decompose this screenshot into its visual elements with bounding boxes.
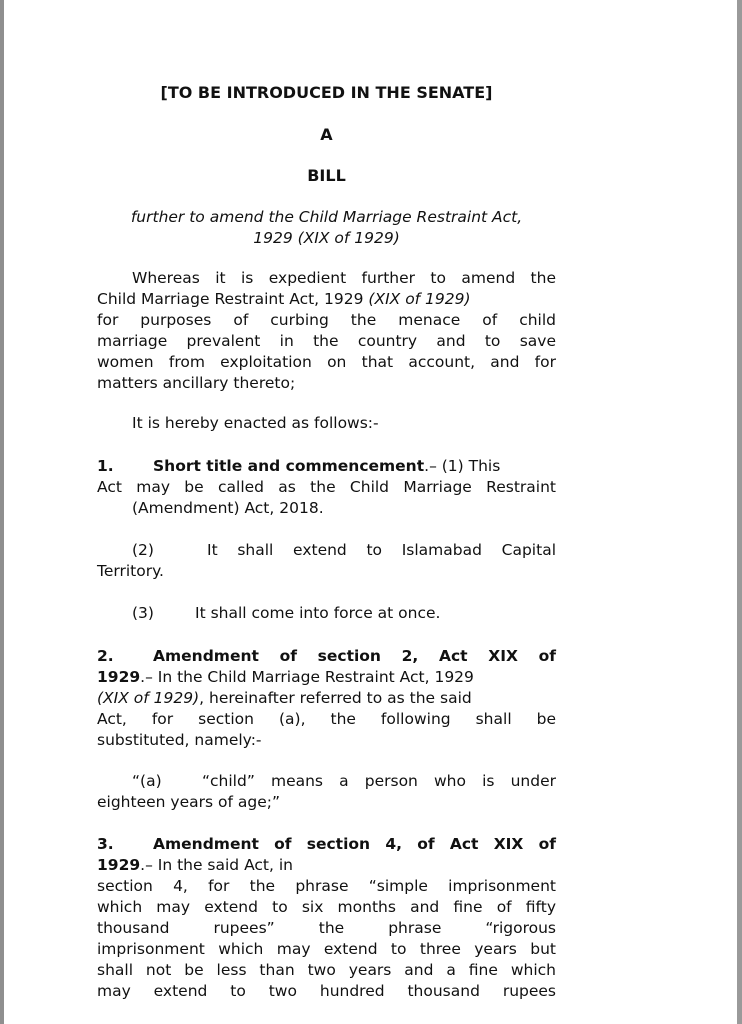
section-3-line-2 [97, 855, 556, 876]
section-1-line-2: Act may be called as the Child Marriage Restraint [97, 478, 556, 496]
preamble-line-4: marriage prevalent in the country and to save [97, 332, 556, 350]
page-right-edge [737, 0, 742, 1024]
section-2-line-5: substituted, namely:- [97, 731, 262, 749]
section-2-line-4: Act, for section (a), the following shall be [97, 710, 556, 728]
senate-heading: [TO BE INTRODUCED IN THE SENATE] [160, 83, 493, 102]
section-3-line-8: may extend to two hundred thousand rupees [97, 982, 556, 1000]
preamble-act-number: (XIX of 1929) [368, 290, 471, 308]
section-3-line-5: thousand rupees” the phrase “rigorous [97, 919, 556, 937]
page-left-edge [0, 0, 4, 1024]
sub-2-number: (2) [132, 541, 154, 559]
preamble-line-3: for purposes of curbing the menace of child [97, 311, 556, 329]
preamble-line-2 [97, 289, 556, 310]
section-2-number: 2. [97, 647, 114, 665]
section-2-definition-line-2: eighteen years of age;” [97, 793, 280, 811]
section-3-heading-year: 1929 [97, 856, 141, 874]
sub-3-text: It shall come into force at once. [195, 604, 441, 622]
section-2-line-3 [97, 688, 556, 709]
section-2-heading: Amendment of section 2, Act XIX of [153, 647, 556, 665]
section-1-number: 1. [97, 457, 114, 475]
section-1-line-1-tail: .– (1) This [424, 457, 501, 475]
preamble-line-1: Whereas it is expedient further to amend the [132, 269, 556, 287]
preamble-line-6: matters ancillary thereto; [97, 374, 296, 392]
section-2-line-3-tail: , hereinafter referred to as the said [199, 689, 472, 707]
section-2-line-2-tail: .– In the Child Marriage Restraint Act, 1929 [140, 668, 474, 686]
preamble-line-5: women from exploitation on that account, and for [97, 353, 556, 371]
section-2-line-1 [97, 646, 556, 667]
section-3-line-3: section 4, for the phrase “simple imprisonment [97, 877, 556, 895]
section-1-line-3: (Amendment) Act, 2018. [132, 499, 324, 517]
section-3-line-4: which may extend to six months and fine of fifty [97, 898, 556, 916]
section-2-line-2 [97, 667, 556, 688]
sub-3-number: (3) [132, 604, 154, 622]
preamble-line-2-text: Child Marriage Restraint Act, 1929 [97, 290, 369, 308]
subtitle-line-2: 1929 (XIX of 1929) [253, 229, 400, 247]
sub-2-text: It shall extend to Islamabad Capital [207, 541, 556, 559]
section-1-sub-3 [97, 603, 556, 624]
article-a: A [320, 125, 333, 144]
section-3-line-2-tail: .– In the said Act, in [140, 856, 293, 874]
definition-number: “(a) [132, 772, 162, 790]
section-2-definition [97, 771, 556, 792]
section-3-line-7: shall not be less than two years and a fine which [97, 961, 556, 979]
section-1-sub-2 [97, 540, 556, 561]
section-3-line-6: imprisonment which may extend to three years but [97, 940, 556, 958]
section-1-heading: Short title and commencement [153, 457, 425, 475]
subtitle-line-1: further to amend the Child Marriage Restraint Act, [130, 208, 523, 226]
enacting-clause: It is hereby enacted as follows:- [132, 414, 379, 432]
section-1-line-1 [97, 456, 556, 477]
section-2-act-number: (XIX of 1929) [97, 689, 200, 707]
bill-title: BILL [307, 166, 346, 185]
document-page [97, 0, 556, 1024]
section-2-heading-year: 1929 [97, 668, 141, 686]
section-3-line-1 [97, 834, 556, 855]
section-3-number: 3. [97, 835, 114, 853]
section-1-sub-2-line-2: Territory. [97, 562, 164, 580]
section-3-heading: Amendment of section 4, of Act XIX of [153, 835, 556, 853]
definition-text: “child” means a person who is under [202, 772, 556, 790]
